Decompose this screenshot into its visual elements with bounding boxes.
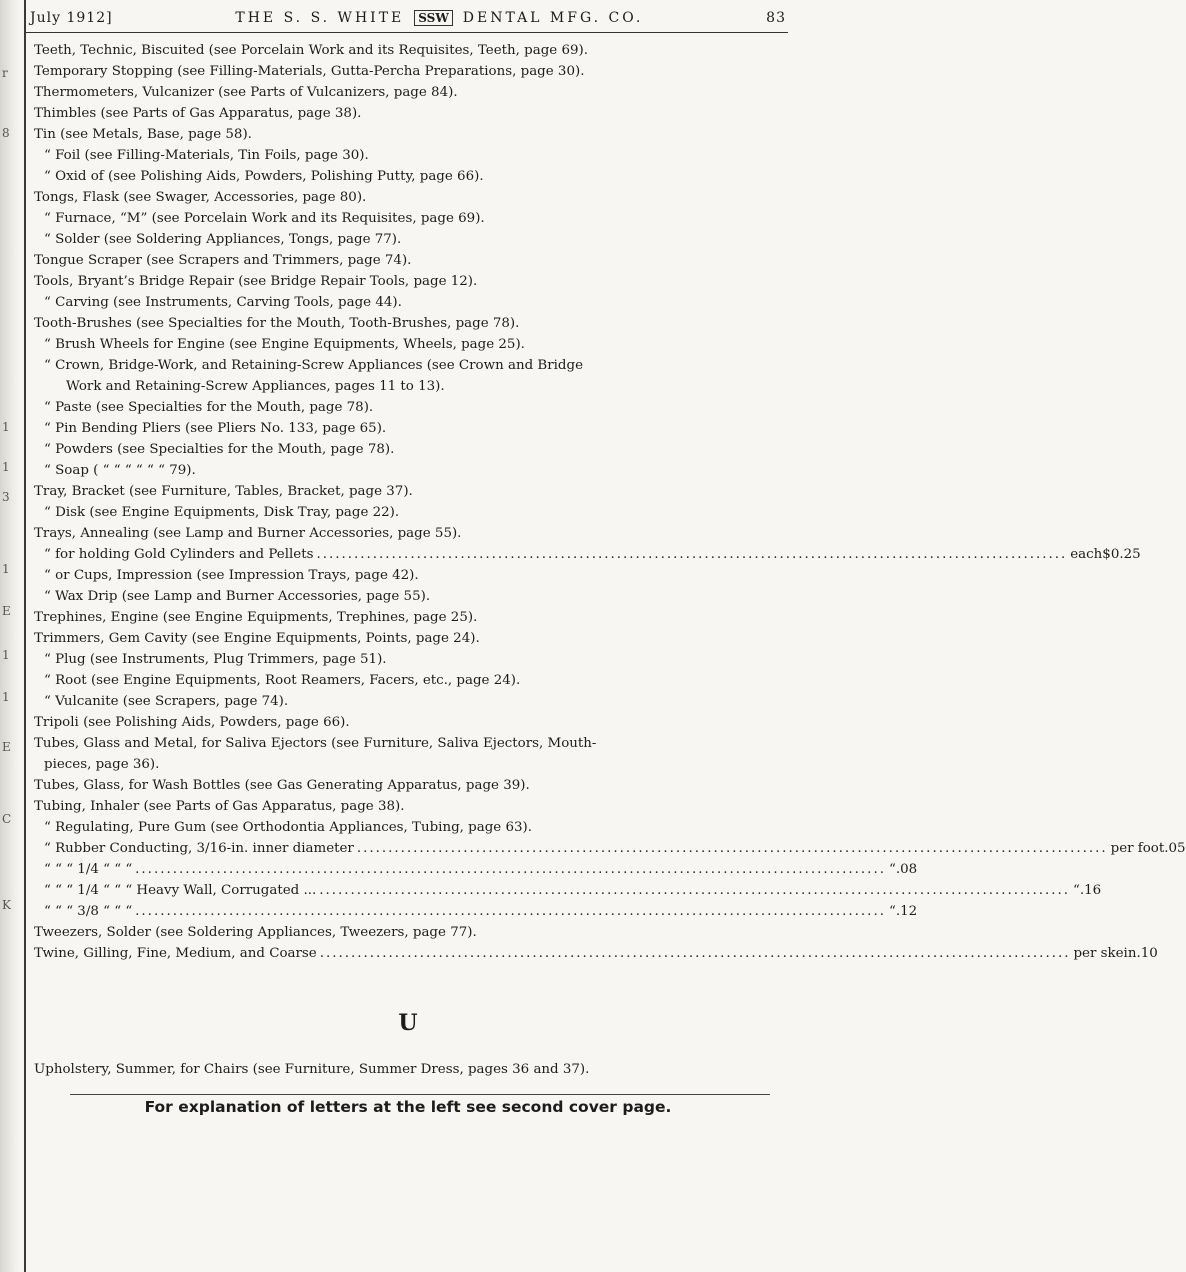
entry-price: .05 — [1164, 841, 1186, 856]
margin-mark: 8 — [2, 126, 10, 140]
index-entry: Trephines, Engine (see Engine Equipments, Trephines, page 25). — [34, 610, 478, 625]
index-entry: “ Regulating, Pure Gum (see Orthodontia Appliances, Tubing, page 63). — [44, 820, 532, 835]
entry-text: “ “ “ 1/4 “ “ “ Heavy Wall, Corrugated ... — [44, 883, 317, 898]
index-entry: “ Plug (see Instruments, Plug Trimmers, page 51). — [44, 652, 387, 667]
entry-text: “ “ “ 1/4 “ “ “ — [44, 862, 133, 877]
index-entry: “ or Cups, Impression (see Impression Trays, page 42). — [44, 568, 419, 583]
index-entry: Temporary Stopping (see Filling-Materials, Gutta-Percha Preparations, page 30). — [34, 64, 585, 79]
entry-text: Twine, Gilling, Fine, Medium, and Coarse — [34, 946, 317, 961]
entry-text: “ Rubber Conducting, 3/16-in. inner diameter — [44, 841, 354, 856]
entry-unit: “ — [1073, 883, 1080, 898]
entry-unit: per skein — [1073, 946, 1137, 961]
index-entry: “ Root (see Engine Equipments, Root Reamers, Facers, etc., page 24). — [44, 673, 521, 688]
left-margin-rule — [24, 0, 26, 1272]
index-entry: Tweezers, Solder (see Soldering Appliances, Tweezers, page 77). — [34, 925, 477, 940]
entry-price: .12 — [895, 904, 918, 919]
footnote: For explanation of letters at the left see second cover page. — [144, 1098, 672, 1116]
leader-dots: ........................................................................................................................ — [316, 547, 1068, 562]
entry-unit: “ — [888, 904, 896, 919]
margin-mark: 3 — [2, 490, 10, 504]
leader-dots: ........................................................................................................................ — [135, 904, 886, 919]
margin-mark: E — [2, 740, 11, 754]
index-entry: Work and Retaining-Screw Appliances, pages 11 to 13). — [66, 379, 445, 394]
index-entry: pieces, page 36). — [44, 757, 160, 772]
index-entry: “ Paste (see Specialties for the Mouth, page 78). — [44, 400, 374, 415]
header-rule — [26, 32, 788, 33]
leader-dots: ........................................................................................................................ — [319, 883, 1071, 898]
margin-mark: 1 — [2, 420, 10, 434]
index-entry-upholstery: Upholstery, Summer, for Chairs (see Furniture, Summer Dress, pages 36 and 37). — [34, 1062, 590, 1077]
index-entry: “ Vulcanite (see Scrapers, page 74). — [44, 694, 289, 709]
index-entry: “ Wax Drip (see Lamp and Burner Accessories, page 55). — [44, 589, 431, 604]
index-entry: “ Carving (see Instruments, Carving Tools, page 44). — [44, 295, 402, 310]
index-entry: Tubes, Glass, for Wash Bottles (see Gas Generating Apparatus, page 39). — [34, 778, 530, 793]
index-entry: “ Foil (see Filling-Materials, Tin Foils, page 30). — [44, 148, 369, 163]
margin-mark: 1 — [2, 648, 10, 662]
index-entry: “ Solder (see Soldering Appliances, Tongs, page 77). — [44, 232, 402, 247]
margin-mark: r — [2, 66, 8, 80]
index-entry — [34, 838, 1186, 859]
margin-mark: E — [2, 604, 11, 618]
index-entry: Tools, Bryant’s Bridge Repair (see Bridge Repair Tools, page 12). — [34, 274, 478, 289]
entry-text: “ “ “ 3/8 “ “ “ — [44, 904, 133, 919]
index-entry: “ Brush Wheels for Engine (see Engine Equipments, Wheels, page 25). — [44, 337, 525, 352]
index-entry: “ Furnace, “M” (see Porcelain Work and its Requisites, page 69). — [44, 211, 485, 226]
header-title-left: THE S. S. WHITE — [235, 10, 405, 26]
index-entries — [34, 40, 1186, 964]
entry-text: “ for holding Gold Cylinders and Pellets — [44, 547, 314, 562]
header-date: July 1912] — [30, 10, 113, 26]
index-entry: Trays, Annealing (see Lamp and Burner Accessories, page 55). — [34, 526, 462, 541]
entry-price: .10 — [1136, 946, 1158, 961]
index-entry: Tripoli (see Polishing Aids, Powders, page 66). — [34, 715, 350, 730]
index-entry: Tubes, Glass and Metal, for Saliva Ejectors (see Furniture, Saliva Ejectors, Mouth- — [34, 736, 597, 751]
index-entry: Tin (see Metals, Base, page 58). — [34, 127, 252, 142]
index-entry: Tray, Bracket (see Furniture, Tables, Bracket, page 37). — [34, 484, 413, 499]
header-title — [235, 10, 643, 26]
index-entry: “ Disk (see Engine Equipments, Disk Tray, page 22). — [44, 505, 400, 520]
index-entry: “ Soap ( “ “ “ “ “ “ 79). — [44, 463, 196, 478]
index-entry: Tongs, Flask (see Swager, Accessories, page 80). — [34, 190, 367, 205]
index-entry: “ Powders (see Specialties for the Mouth, page 78). — [44, 442, 395, 457]
index-entry — [34, 901, 918, 922]
index-entry: “ Crown, Bridge-Work, and Retaining-Screw Appliances (see Crown and Bridge — [44, 358, 583, 373]
entry-price: .16 — [1079, 883, 1102, 898]
index-entry: Teeth, Technic, Biscuited (see Porcelain Work and its Requisites, Teeth, page 69). — [34, 43, 588, 58]
index-entry — [34, 880, 1102, 901]
index-entry: “ Pin Bending Pliers (see Pliers No. 133, page 65). — [44, 421, 387, 436]
page-number: 83 — [766, 10, 786, 26]
index-entry: Tongue Scraper (see Scrapers and Trimmers, page 74). — [34, 253, 412, 268]
index-entry: “ Oxid of (see Polishing Aids, Powders, Polishing Putty, page 66). — [44, 169, 484, 184]
margin-mark: K — [2, 898, 11, 912]
index-entry: Trimmers, Gem Cavity (see Engine Equipments, Points, page 24). — [34, 631, 480, 646]
section-letter: U — [398, 1010, 418, 1036]
page-header — [30, 8, 786, 28]
leader-dots: ........................................................................................................................ — [135, 862, 886, 877]
index-entry: Tubing, Inhaler (see Parts of Gas Apparatus, page 38). — [34, 799, 405, 814]
header-title-right: DENTAL MFG. CO. — [462, 10, 644, 26]
entry-unit: “ — [888, 862, 896, 877]
footnote-rule — [70, 1094, 770, 1095]
company-logo-icon: SSW — [414, 10, 453, 26]
index-entry — [34, 544, 1141, 565]
entry-price: .08 — [895, 862, 918, 877]
index-entry: Thimbles (see Parts of Gas Apparatus, page 38). — [34, 106, 362, 121]
margin-mark: C — [2, 812, 12, 826]
index-entry: Thermometers, Vulcanizer (see Parts of Vulcanizers, page 84). — [34, 85, 458, 100]
margin-marks — [2, 0, 24, 1272]
index-entry — [34, 859, 918, 880]
index-entry — [34, 943, 1158, 964]
leader-dots: ........................................................................................................................ — [356, 841, 1108, 856]
leader-dots: ........................................................................................................................ — [319, 946, 1071, 961]
entry-unit: per foot — [1110, 841, 1165, 856]
index-entry: Tooth-Brushes (see Specialties for the Mouth, Tooth-Brushes, page 78). — [34, 316, 520, 331]
margin-mark: 1 — [2, 460, 10, 474]
entry-price: $0.25 — [1102, 547, 1141, 562]
entry-unit: each — [1070, 547, 1103, 562]
margin-mark: 1 — [2, 562, 10, 576]
margin-mark: 1 — [2, 690, 10, 704]
